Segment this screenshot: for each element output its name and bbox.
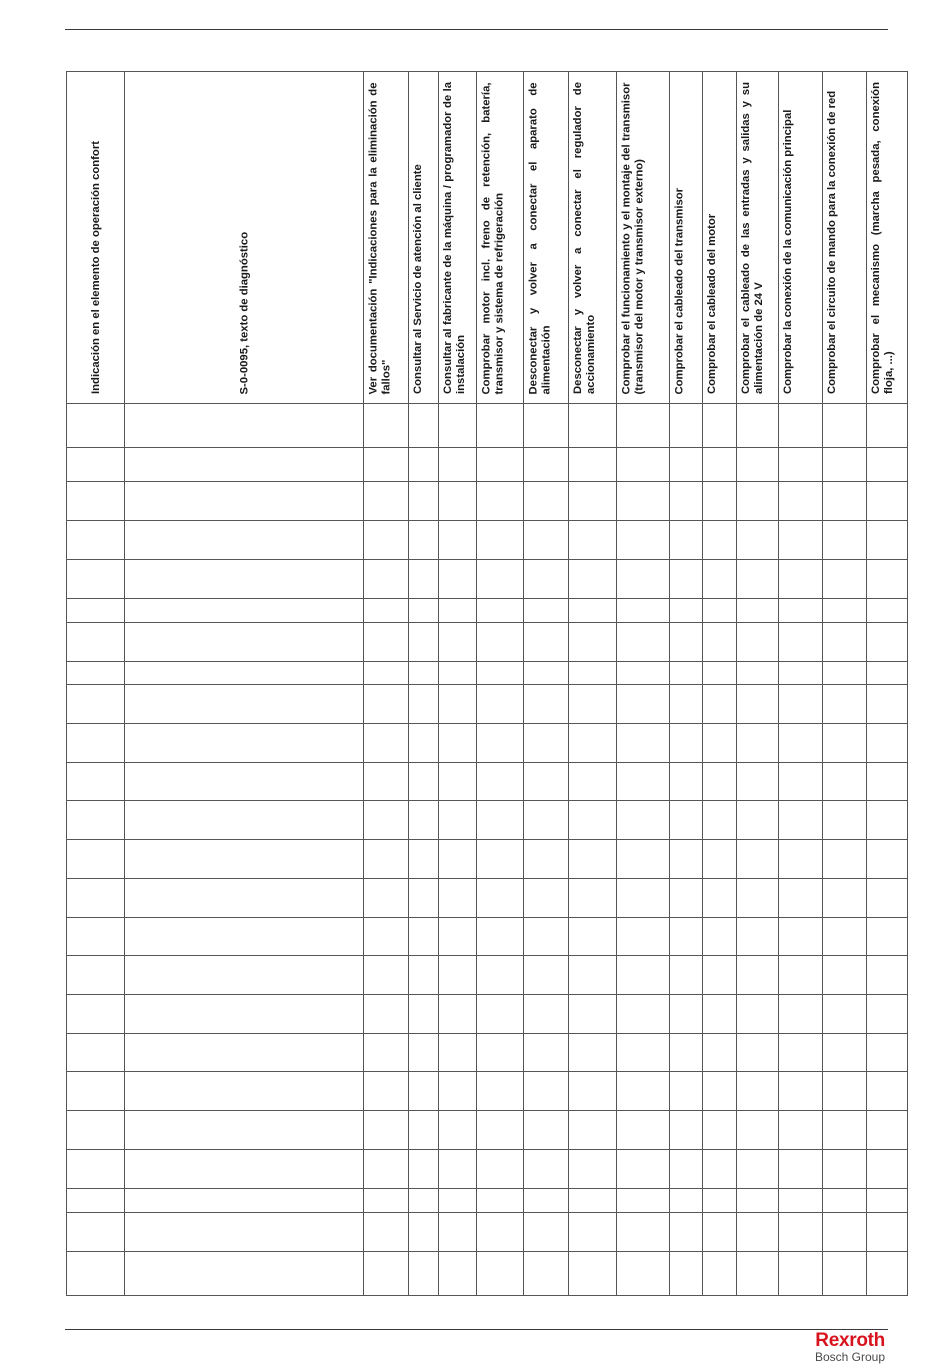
column-header: Ver documentación "Indicaciones para la eliminación de fallos" — [367, 82, 392, 394]
column-header: Comprobar el funcionamiento y el montaje del transmisor (transmisor del motor y transmisor externo) — [620, 82, 645, 394]
table-row — [67, 879, 907, 918]
table-row — [67, 1150, 907, 1189]
table-row — [67, 918, 907, 956]
table-row — [67, 1034, 907, 1072]
table-row — [67, 623, 907, 662]
column-header: Indicación en el elemento de operación confort — [89, 141, 102, 394]
column-header: Comprobar el cableado del motor — [706, 213, 718, 394]
table-row — [67, 763, 907, 801]
table-row — [67, 1213, 907, 1252]
column-header: Desconectar y volver a conectar el aparato de alimentación — [527, 82, 552, 394]
table-row — [67, 560, 907, 599]
table-row — [67, 956, 907, 995]
table-row — [67, 1111, 907, 1150]
rexroth-logo — [790, 1331, 885, 1364]
brand-name: Rexroth — [815, 1330, 885, 1351]
table-row — [67, 1072, 907, 1111]
column-header: Comprobar la conexión de la comunicación principal — [782, 109, 794, 394]
column-header: Consultar al fabricante de la máquina / programador de la instalación — [442, 82, 467, 394]
table-row — [67, 995, 907, 1034]
table-row — [67, 521, 907, 560]
column-header: Comprobar el cableado del transmisor — [673, 187, 685, 394]
table-row — [67, 448, 907, 482]
table-row — [67, 662, 907, 685]
column-header: Consultar al Servicio de atención al cliente — [412, 164, 424, 394]
column-header: Desconectar y volver a conectar el regulador de accionamiento — [572, 82, 597, 394]
table-row — [67, 1189, 907, 1213]
bottom-rule — [65, 1329, 888, 1330]
column-header: Comprobar el circuito de mando para la conexión de red — [826, 90, 838, 394]
table-row — [67, 482, 907, 521]
table-row — [67, 1252, 907, 1275]
diagnostic-table — [66, 71, 908, 1296]
column-header: S-0-0095, texto de diagnóstico — [238, 231, 250, 394]
brand-group: Bosch Group — [814, 1350, 885, 1364]
table-row — [67, 599, 907, 623]
table-row — [67, 685, 907, 724]
column-header: Comprobar motor incl. freno de retención, batería, transmisor y sistema de refrigeración — [480, 82, 505, 394]
column-header: Comprobar el mecanismo (marcha pesada, conexión floja, ...) — [870, 82, 895, 394]
table-row — [67, 801, 907, 840]
table-row — [67, 404, 907, 448]
top-rule — [65, 29, 888, 30]
column-header: Comprobar el cableado de las entradas y salidas y su alimentación de 24 V — [740, 82, 765, 394]
table-row — [67, 840, 907, 879]
table-row — [67, 724, 907, 763]
